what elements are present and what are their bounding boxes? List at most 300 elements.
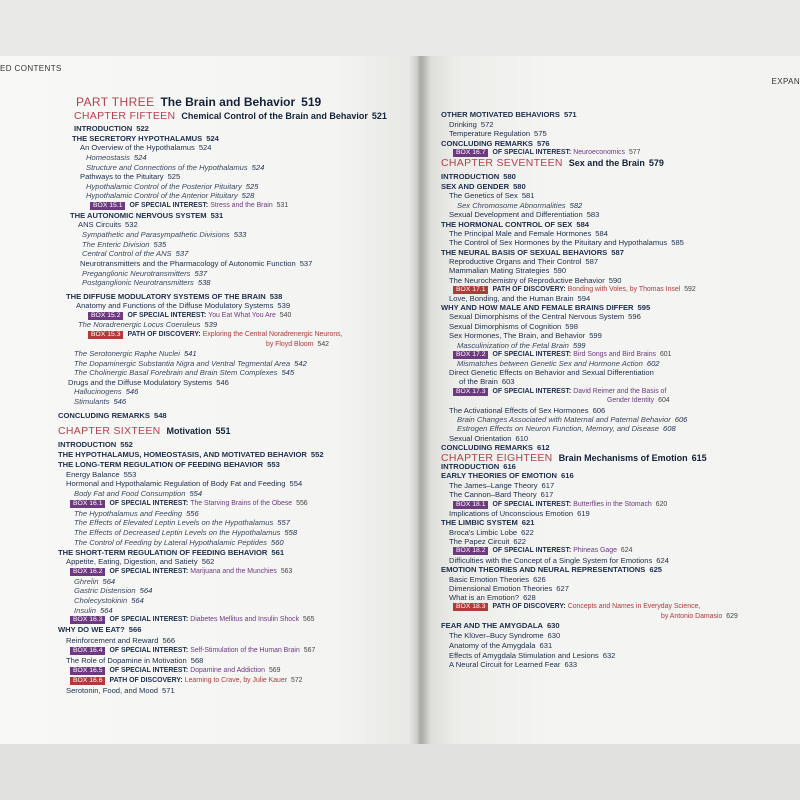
- toc-entry-page-number: 553: [267, 460, 280, 469]
- toc-box-title-continued: [661, 612, 738, 621]
- toc-entry-page-number: 537: [194, 269, 208, 278]
- toc-entry-text: The Control of Sex Hormones by the Pituitary and Hypothalamus: [449, 238, 668, 247]
- toc-entry-page-number: 556: [186, 509, 199, 518]
- box-type: OF SPECIAL INTEREST:: [109, 647, 189, 654]
- toc-subsection: [80, 172, 180, 181]
- toc-subsection: [449, 434, 528, 443]
- box-tag: BOX 17.1: [453, 286, 488, 294]
- toc-subsection: [449, 266, 566, 275]
- toc-entry-text: Ghrelin: [74, 577, 99, 586]
- toc-entry-page-number: 522: [136, 124, 149, 133]
- toc-subsubsection: [74, 577, 115, 586]
- toc-section-heading: [441, 621, 560, 630]
- chapter-heading: [441, 157, 664, 169]
- toc-box-special-interest: [70, 615, 315, 624]
- box-title: Concepts and Names in Everyday Science,: [567, 603, 701, 610]
- toc-entry-page-number: 552: [310, 450, 324, 459]
- toc-entry-text: Hypothalamic Control of the Posterior Pituitary: [86, 182, 242, 191]
- toc-entry-text: Pathways to the Pituitary: [80, 172, 164, 181]
- toc-entry-text: The Effects of Decreased Leptin Levels on the Hypothalamus: [74, 528, 281, 537]
- toc-box-special-interest: [453, 387, 670, 396]
- toc-entry-page-number: 552: [120, 440, 133, 449]
- toc-subsubsection: [74, 397, 126, 406]
- toc-entry-page-number: 628: [523, 593, 536, 602]
- toc-entry-text: Homeostasis: [86, 153, 130, 162]
- toc-entry-text: Difficulties with the Concept of a Single System for Emotions: [449, 556, 653, 565]
- box-title-continued: by Antonio Damasio: [661, 613, 723, 620]
- toc-entry-text: Sexual Dimorphisms of the Central Nervous System: [449, 312, 625, 321]
- box-tag: BOX 16.5: [70, 667, 105, 675]
- chapter-heading: [58, 425, 231, 437]
- toc-subsection: [449, 593, 536, 602]
- toc-entry-page-number: 542: [294, 359, 307, 368]
- box-page-number: 572: [291, 677, 303, 684]
- toc-entry-page-number: 566: [162, 636, 176, 645]
- toc-entry-page-number: 596: [628, 312, 641, 321]
- toc-entry-page-number: 557: [277, 518, 290, 527]
- toc-entry-page-number: 581: [521, 191, 535, 200]
- toc-subsubsection: [74, 509, 199, 518]
- toc-section-heading: [441, 182, 526, 191]
- toc-entry-text: Reproductive Organs and Their Control: [449, 257, 582, 266]
- toc-box-special-interest: [90, 201, 288, 210]
- toc-entry-text: The Role of Dopamine in Motivation: [66, 656, 187, 665]
- toc-entry-page-number: 606: [674, 415, 688, 424]
- toc-box-special-interest: [88, 311, 291, 320]
- box-tag: BOX 18.2: [453, 547, 488, 555]
- toc-subsubsection: [74, 359, 307, 368]
- toc-subsection: [449, 331, 602, 340]
- toc-entry-text: Hallucinogens: [74, 387, 122, 396]
- box-type: OF SPECIAL INTEREST:: [492, 388, 572, 395]
- toc-subsubsection: [82, 269, 207, 278]
- toc-subsection: [449, 575, 546, 584]
- toc-entry-text: The James–Lange Theory: [449, 481, 538, 490]
- toc-entry-text: The Hypothalamus and Feeding: [74, 509, 183, 518]
- toc-subsection: [449, 631, 560, 640]
- toc-subsubsection: [74, 538, 284, 547]
- box-type: OF SPECIAL INTEREST:: [109, 667, 189, 674]
- toc-subsection: [449, 584, 569, 593]
- chapter-title: Chemical Control of the Brain and Behavior: [181, 111, 368, 121]
- toc-subsubsection: [82, 230, 246, 239]
- toc-entry-page-number: 524: [251, 163, 265, 172]
- toc-subsection: [449, 537, 526, 546]
- toc-subsubsection: [78, 320, 217, 329]
- background-bottom: [0, 744, 800, 800]
- toc-subsubsection: [457, 424, 676, 433]
- toc-box-special-interest: [70, 646, 315, 655]
- toc-subsection: [449, 120, 494, 129]
- box-tag: BOX 15.2: [88, 312, 123, 320]
- toc-entry-page-number: 619: [577, 509, 590, 518]
- toc-entry-page-number: 539: [277, 301, 291, 310]
- toc-subsubsection: [74, 606, 113, 615]
- toc-entry-page-number: 525: [167, 172, 181, 181]
- toc-entry-page-number: 553: [123, 470, 137, 479]
- toc-entry-text: A Neural Circuit for Learned Fear: [449, 660, 561, 669]
- toc-section-heading: [441, 110, 577, 119]
- toc-entry-text: Broca's Limbic Lobe: [449, 528, 518, 537]
- toc-entry-text: What is an Emotion?: [449, 593, 520, 602]
- toc-entry-page-number: 595: [637, 303, 651, 312]
- box-page-number: 540: [279, 312, 292, 319]
- box-title: Self-Stimulation of the Human Brain: [190, 647, 300, 654]
- toc-subsection: [449, 322, 578, 331]
- toc-box-path-of-discovery: [453, 602, 704, 611]
- box-page-number: 601: [659, 351, 672, 358]
- box-page-number: 624: [620, 547, 633, 554]
- toc-entry-text: Drinking: [449, 120, 477, 129]
- toc-entry-page-number: 558: [284, 528, 298, 537]
- toc-section-heading: [441, 139, 550, 148]
- toc-section-heading: [441, 303, 650, 312]
- toc-entry-text: WHY DO WE EAT?: [58, 625, 125, 634]
- toc-subsection: [459, 377, 515, 386]
- toc-entry-text: The Cholinergic Basal Forebrain and Brain Stem Complexes: [74, 368, 278, 377]
- toc-entry-page-number: 568: [190, 656, 204, 665]
- toc-section-heading: [70, 211, 223, 220]
- toc-entry-page-number: 564: [102, 577, 116, 586]
- chapter-label: CHAPTER EIGHTEEN: [441, 452, 553, 464]
- toc-subsubsection: [82, 249, 188, 258]
- toc-subsubsection: [82, 278, 211, 287]
- toc-entry-text: INTRODUCTION: [441, 172, 500, 181]
- toc-entry-page-number: 617: [540, 490, 554, 499]
- toc-entry-text: The Control of Feeding by Lateral Hypothalamic Peptides: [74, 538, 267, 547]
- toc-box-path-of-discovery: [453, 285, 696, 294]
- toc-entry-text: The Dopaminergic Substantia Nigra and Ventral Tegmental Area: [74, 359, 291, 368]
- box-type: OF SPECIAL INTEREST:: [492, 149, 572, 156]
- toc-entry-page-number: 625: [649, 565, 663, 574]
- toc-subsubsection: [74, 349, 197, 358]
- toc-entry-text: Appetite, Eating, Digestion, and Satiety: [66, 557, 198, 566]
- box-type: PATH OF DISCOVERY:: [127, 331, 201, 338]
- toc-entry-page-number: 587: [585, 257, 599, 266]
- toc-entry-text: THE LIMBIC SYSTEM: [441, 518, 518, 527]
- toc-entry-text: Postganglionic Neurotransmitters: [82, 278, 194, 287]
- toc-entry-text: Mammalian Mating Strategies: [449, 266, 550, 275]
- toc-subsubsection: [457, 201, 582, 210]
- toc-subsubsection: [457, 341, 586, 350]
- toc-entry-page-number: 554: [289, 479, 303, 488]
- toc-entry-text: WHY AND HOW MALE AND FEMALE BRAINS DIFFER: [441, 303, 634, 312]
- toc-entry-text: INTRODUCTION: [441, 462, 500, 471]
- toc-entry-page-number: 538: [197, 278, 211, 287]
- toc-entry-text: Sympathetic and Parasympathetic Divisions: [82, 230, 230, 239]
- toc-entry-text: Cholecystokinin: [74, 596, 128, 605]
- toc-section-heading: [72, 134, 219, 143]
- box-type: OF SPECIAL INTEREST:: [129, 202, 209, 209]
- toc-entry-page-number: 546: [125, 387, 139, 396]
- toc-entry-page-number: 524: [206, 134, 219, 143]
- toc-entry-page-number: 587: [611, 248, 624, 257]
- part-title: The Brain and Behavior: [160, 95, 296, 109]
- toc-entry-page-number: 575: [534, 129, 547, 138]
- toc-entry-page-number: 566: [128, 625, 142, 634]
- background-top: [0, 0, 800, 58]
- toc-entry-page-number: 546: [113, 397, 127, 406]
- toc-entry-text: Sexual Development and Differentiation: [449, 210, 583, 219]
- box-page-number: 592: [684, 286, 696, 293]
- box-title: You Eat What You Are: [208, 312, 276, 319]
- box-tag: BOX 18.3: [453, 603, 488, 611]
- toc-entry-page-number: 583: [586, 210, 600, 219]
- toc-entry-page-number: 537: [175, 249, 189, 258]
- box-page-number: 604: [658, 397, 670, 404]
- box-type: OF SPECIAL INTEREST:: [109, 568, 189, 575]
- toc-entry-text: The Activational Effects of Sex Hormones: [449, 406, 589, 415]
- box-title: Exploring the Central Noradrenergic Neurons,: [202, 331, 343, 338]
- toc-section-heading: [441, 248, 624, 257]
- toc-subsection: [449, 481, 554, 490]
- toc-entry-text: Hypothalamic Control of the Anterior Pituitary: [86, 191, 238, 200]
- toc-box-path-of-discovery: [88, 330, 347, 339]
- toc-entry-page-number: 598: [565, 322, 578, 331]
- toc-entry-page-number: 531: [210, 211, 224, 220]
- box-title: Learning to Crave, by Julie Kauer: [184, 677, 288, 684]
- toc-subsubsection: [74, 528, 297, 537]
- toc-subsection: [449, 191, 534, 200]
- toc-entry-text: Stimulants: [74, 397, 110, 406]
- toc-entry-text: Sexual Orientation: [449, 434, 512, 443]
- toc-subsubsection: [86, 163, 264, 172]
- chapter-label: CHAPTER SEVENTEEN: [441, 157, 563, 169]
- toc-entry-page-number: 584: [576, 220, 590, 229]
- toc-entry-page-number: 548: [153, 411, 167, 420]
- toc-entry-text: Direct Genetic Effects on Behavior and Sexual Differentiation: [449, 368, 654, 377]
- toc-subsection: [449, 651, 615, 660]
- toc-section-heading: [441, 565, 662, 574]
- toc-entry-text: of the Brain: [459, 377, 498, 386]
- toc-box-special-interest: [453, 500, 667, 509]
- toc-entry-page-number: 580: [513, 182, 526, 191]
- toc-entry-text: The Genetics of Sex: [449, 191, 518, 200]
- toc-section-heading: [58, 625, 141, 634]
- toc-subsection: [449, 257, 598, 266]
- part-heading: [76, 95, 321, 109]
- toc-subsubsection: [74, 368, 294, 377]
- toc-entry-text: Structure and Connections of the Hypothalamus: [86, 163, 248, 172]
- book-gutter: [409, 56, 431, 744]
- box-page-number: 567: [303, 647, 316, 654]
- toc-subsection: [66, 479, 302, 488]
- part-page-number: 519: [301, 95, 322, 109]
- toc-entry-text: THE LONG-TERM REGULATION OF FEEDING BEHAVIOR: [58, 460, 264, 469]
- box-page-number: 531: [276, 202, 289, 209]
- box-page-number: 577: [628, 149, 641, 156]
- toc-entry-page-number: 532: [125, 220, 138, 229]
- toc-entry-text: Sexual Dimorphisms of Cognition: [449, 322, 562, 331]
- box-type: OF SPECIAL INTEREST:: [492, 501, 572, 508]
- toc-subsubsection: [457, 415, 687, 424]
- toc-section-heading: [74, 124, 149, 133]
- box-type: OF SPECIAL INTEREST:: [109, 500, 189, 507]
- toc-box-special-interest: [453, 546, 632, 555]
- toc-section-heading: [441, 471, 574, 480]
- box-tag: BOX 16.6: [70, 677, 105, 685]
- toc-entry-page-number: 627: [556, 584, 569, 593]
- toc-subsection: [449, 312, 641, 321]
- toc-entry-text: ANS Circuits: [78, 220, 122, 229]
- toc-subsection: [449, 406, 605, 415]
- toc-box-special-interest: [453, 350, 671, 359]
- chapter-label: CHAPTER FIFTEEN: [74, 110, 176, 122]
- box-page-number: 542: [317, 341, 329, 348]
- box-page-number: 620: [655, 501, 668, 508]
- toc-entry-page-number: 584: [595, 229, 608, 238]
- box-title: Marijuana and the Munchies: [190, 568, 277, 575]
- box-tag: BOX 16.2: [70, 568, 105, 576]
- toc-entry-text: The Principal Male and Female Hormones: [449, 229, 592, 238]
- toc-subsubsection: [86, 153, 147, 162]
- toc-entry-page-number: 616: [503, 462, 516, 471]
- toc-entry-text: Body Fat and Food Consumption: [74, 489, 186, 498]
- box-title: Bird Songs and Bird Brains: [573, 351, 656, 358]
- toc-box-special-interest: [70, 666, 280, 675]
- toc-entry-text: Neurotransmitters and the Pharmacology of Autonomic Function: [80, 259, 296, 268]
- toc-entry-page-number: 554: [189, 489, 203, 498]
- toc-subsection: [449, 238, 684, 247]
- toc-entry-page-number: 571: [563, 110, 577, 119]
- toc-entry-page-number: 576: [536, 139, 550, 148]
- toc-subsubsection: [86, 182, 258, 191]
- toc-entry-text: THE SECRETORY HYPOTHALAMUS: [72, 134, 203, 143]
- toc-box-title-continued: [266, 340, 329, 349]
- toc-box-special-interest: [70, 499, 308, 508]
- toc-box-path-of-discovery: [70, 676, 303, 685]
- toc-subsection: [449, 490, 553, 499]
- toc-section-heading: [58, 450, 324, 459]
- toc-subsection: [449, 276, 621, 285]
- toc-entry-page-number: 632: [602, 651, 616, 660]
- toc-entry-page-number: 564: [131, 596, 144, 605]
- box-tag: BOX 16.1: [70, 500, 105, 508]
- toc-entry-text: Brain Changes Associated with Maternal and Paternal Behavior: [457, 415, 671, 424]
- toc-entry-page-number: 612: [536, 443, 550, 452]
- toc-entry-page-number: 585: [671, 238, 684, 247]
- toc-entry-page-number: 564: [99, 606, 113, 615]
- toc-entry-page-number: 564: [139, 586, 153, 595]
- box-title: Bonding with Voles, by Thomas Insel: [567, 286, 681, 293]
- toc-entry-page-number: 571: [162, 686, 175, 695]
- toc-entry-page-number: 616: [561, 471, 574, 480]
- toc-subsection: [66, 656, 203, 665]
- toc-entry-text: Dimensional Emotion Theories: [449, 584, 553, 593]
- toc-subsection: [449, 294, 590, 303]
- chapter-page-number: 615: [691, 453, 707, 463]
- toc-entry-text: CONCLUDING REMARKS: [58, 411, 150, 420]
- left-page: [0, 56, 418, 744]
- toc-entry-page-number: 560: [270, 538, 284, 547]
- box-page-number: 563: [280, 568, 293, 575]
- toc-entry-text: THE HYPOTHALAMUS, HOMEOSTASIS, AND MOTIVATED BEHAVIOR: [58, 450, 307, 459]
- toc-entry-page-number: 546: [216, 378, 229, 387]
- box-title: Diabetes Mellitus and Insulin Shock: [190, 616, 300, 623]
- box-title: Stress and the Brain: [210, 202, 273, 209]
- toc-entry-page-number: 608: [663, 424, 676, 433]
- box-page-number: 565: [303, 616, 315, 623]
- toc-entry-page-number: 599: [589, 331, 602, 340]
- toc-entry-page-number: 541: [183, 349, 197, 358]
- box-page-number: 629: [726, 613, 738, 620]
- toc-entry-page-number: 525: [245, 182, 259, 191]
- toc-subsection: [80, 259, 312, 268]
- toc-entry-text: INTRODUCTION: [58, 440, 117, 449]
- box-tag: BOX 15.1: [90, 202, 125, 210]
- toc-entry-text: THE SHORT-TERM REGULATION OF FEEDING BEHAVIOR: [58, 548, 268, 557]
- box-type: PATH OF DISCOVERY:: [492, 603, 566, 610]
- toc-entry-text: Mismatches between Genetic Sex and Hormone Action: [457, 359, 643, 368]
- toc-subsubsection: [82, 240, 166, 249]
- box-tag: BOX 16.3: [70, 616, 105, 624]
- toc-subsection: [449, 129, 547, 138]
- toc-section-heading: [441, 462, 516, 471]
- toc-subsection: [449, 509, 590, 518]
- toc-entry-text: The Enteric Division: [82, 240, 150, 249]
- toc-section-heading: [441, 443, 550, 452]
- toc-box-title-continued: [607, 396, 670, 405]
- part-label: PART THREE: [76, 95, 155, 109]
- toc-entry-page-number: 537: [299, 259, 313, 268]
- toc-entry-text: Anatomy of the Amygdala: [449, 641, 536, 650]
- box-type: OF SPECIAL INTEREST:: [109, 616, 189, 623]
- box-tag: BOX 16.4: [70, 647, 105, 655]
- toc-entry-page-number: 545: [281, 368, 295, 377]
- toc-entry-page-number: 524: [133, 153, 147, 162]
- box-title: Butterflies in the Stomach: [573, 501, 652, 508]
- toc-entry-text: Love, Bonding, and the Human Brain: [449, 294, 574, 303]
- toc-entry-text: Anatomy and Functions of the Diffuse Modulatory Systems: [76, 301, 274, 310]
- toc-entry-text: EMOTION THEORIES AND NEURAL REPRESENTATIONS: [441, 565, 646, 574]
- toc-entry-page-number: 561: [271, 548, 285, 557]
- toc-subsubsection: [86, 191, 254, 200]
- box-type: OF SPECIAL INTEREST:: [127, 312, 207, 319]
- toc-entry-text: SEX AND GENDER: [441, 182, 510, 191]
- box-title: David Reimer and the Basis of: [573, 388, 667, 395]
- chapter-label: CHAPTER SIXTEEN: [58, 425, 161, 437]
- toc-entry-page-number: 590: [553, 266, 567, 275]
- toc-entry-page-number: 528: [241, 191, 255, 200]
- toc-entry-text: The Noradrenergic Locus Coeruleus: [78, 320, 201, 329]
- toc-subsubsection: [74, 518, 290, 527]
- chapter-title: Motivation: [166, 426, 212, 436]
- toc-entry-text: Masculinization of the Fetal Brain: [457, 341, 569, 350]
- toc-entry-text: Implications of Unconscious Emotion: [449, 509, 574, 518]
- chapter-heading: [74, 110, 387, 122]
- toc-subsection: [66, 636, 175, 645]
- toc-subsection: [449, 229, 608, 238]
- toc-entry-page-number: 562: [201, 557, 215, 566]
- toc-entry-page-number: 622: [521, 528, 534, 537]
- toc-section-heading: [441, 172, 516, 181]
- toc-entry-text: OTHER MOTIVATED BEHAVIORS: [441, 110, 560, 119]
- toc-subsection: [449, 368, 658, 377]
- toc-entry-page-number: 580: [503, 172, 516, 181]
- toc-entry-text: CONCLUDING REMARKS: [441, 443, 533, 452]
- toc-subsection: [78, 220, 138, 229]
- toc-subsection: [76, 301, 290, 310]
- toc-entry-text: Gastric Distension: [74, 586, 136, 595]
- toc-entry-page-number: 533: [233, 230, 247, 239]
- toc-entry-page-number: 582: [569, 201, 583, 210]
- toc-entry-text: The Serotonergic Raphe Nuclei: [74, 349, 180, 358]
- toc-entry-page-number: 606: [592, 406, 606, 415]
- toc-entry-page-number: 633: [564, 660, 578, 669]
- toc-subsubsection: [457, 359, 660, 368]
- toc-entry-text: Energy Balance: [66, 470, 120, 479]
- toc-entry-text: Drugs and the Diffuse Modulatory Systems: [68, 378, 213, 387]
